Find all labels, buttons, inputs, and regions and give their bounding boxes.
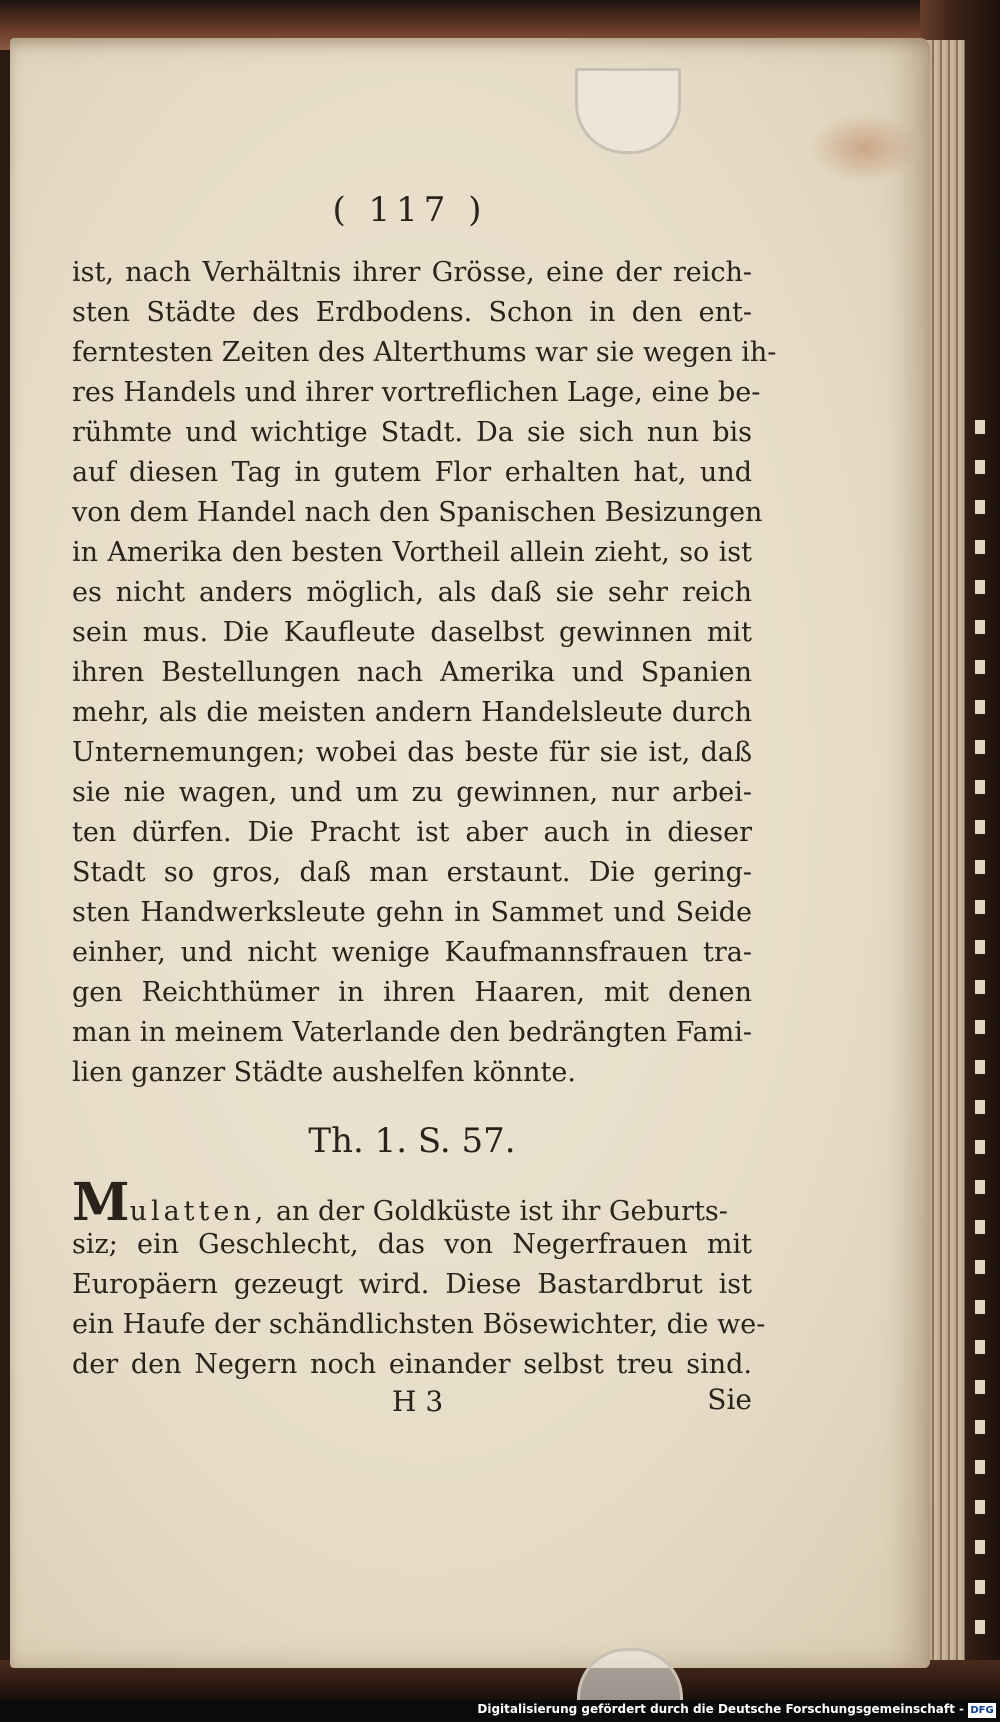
text-line: man in meinem Vaterlande den bedrängten Fami- [72,1017,752,1048]
text-line: mehr, als die meisten andern Handelsleute durch [72,697,752,728]
dfg-logo: DFG [968,1703,996,1718]
catchword: Sie [707,1383,752,1416]
text-line: ihren Bestellungen nach Amerika und Spanien [72,657,752,688]
text-line: Unternemungen; wobei das beste für sie ist, daß [72,737,752,768]
text-line: es nicht anders möglich, als daß sie sehr reich [72,577,752,608]
text-line: sten Städte des Erdbodens. Schon in den ent- [72,297,752,328]
page-number: ( 117 ) [332,190,488,230]
entry-first-line-rest: an der Goldküste ist ihr Geburts- [275,1196,728,1227]
text-line: auf diesen Tag in gutem Flor erhalten hat, und [72,457,752,488]
text-line: sein mus. Die Kaufleute daselbst gewinnen mit [72,617,752,648]
text-line: ist, nach Verhältnis ihrer Grösse, eine der reich- [72,257,752,288]
text-line: Stadt so gros, daß man erstaunt. Die gering- [72,857,752,888]
text-line: gen Reichthümer in ihren Haaren, mit denen [72,977,752,1008]
text-line: sie nie wagen, und um zu gewinnen, nur arbei- [72,777,752,808]
entry-term: ulatten, [129,1196,268,1227]
text-line: ten dürfen. Die Pracht ist aber auch in dieser [72,817,752,848]
page-clip-top [575,68,681,154]
section-heading: Th. 1. S. 57. [308,1121,516,1161]
text-line: Europäern gezeugt wird. Diese Bastardbrut ist [72,1269,752,1300]
book-page [10,38,930,1668]
text-line: lien ganzer Städte aushelfen könnte. [72,1057,576,1088]
text-line: ferntesten Zeiten des Alterthums war sie wegen ih- [72,337,777,368]
text-line: der den Negern noch einander selbst treu sind. [72,1349,752,1380]
drop-cap: M [72,1172,130,1233]
text-line: res Handels und ihrer vortreflichen Lage, eine be- [72,377,761,408]
text-line: von dem Handel nach den Spanischen Besizungen [72,497,763,528]
page-edge-marks [975,420,985,1660]
paper-stain [810,113,920,183]
footer-credit: Digitalisierung gefördert durch die Deutsche Forschungsgemeinschaft - [477,1702,964,1716]
text-line: ein Haufe der schändlichsten Bösewichter, die we- [72,1309,766,1340]
signature-mark: H 3 [392,1385,444,1418]
digitization-footer [0,1700,1000,1722]
text-line: siz; ein Geschlecht, das von Negerfrauen mit [72,1229,752,1260]
text-line: sten Handwerksleute gehn in Sammet und Seide [72,897,752,928]
text-line: einher, und nicht wenige Kaufmannsfrauen tra- [72,937,752,968]
text-line: in Amerika den besten Vortheil allein zieht, so ist [72,537,752,568]
text-line: rühmte und wichtige Stadt. Da sie sich nun bis [72,417,752,448]
